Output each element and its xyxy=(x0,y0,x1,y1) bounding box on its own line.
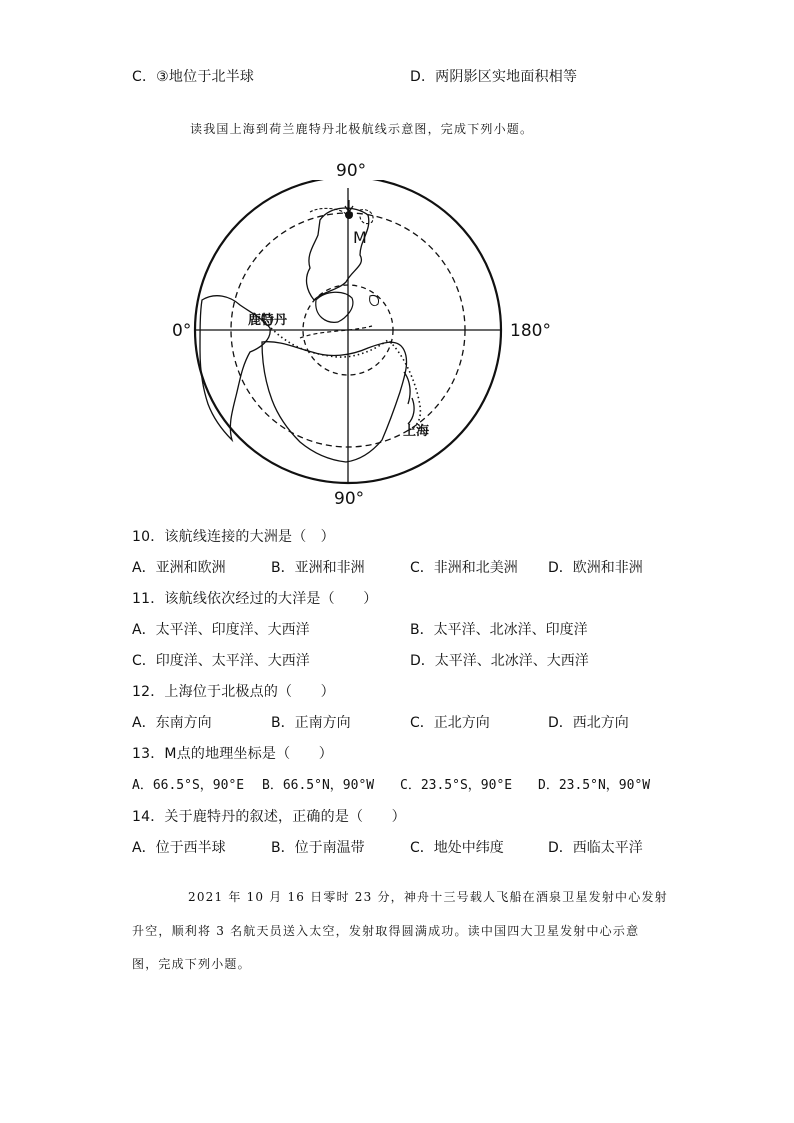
eurasia-land xyxy=(262,342,407,462)
greenland-land xyxy=(316,292,353,322)
q14-option-c: C．地处中纬度 xyxy=(410,840,504,856)
launch-paragraph-line-1: 2021 年 10 月 16 日零时 23 分，神舟十三号载人飞船在酒泉卫星发射中心发射 xyxy=(188,890,668,904)
label-180: 180° xyxy=(510,321,551,341)
launch-paragraph-line-2: 升空，顺利将 3 名航天员送入太空，发射取得圆满成功。读中国四大卫星发射中心示意 xyxy=(132,924,640,938)
rotterdam-label: 鹿特丹 xyxy=(248,313,288,328)
q13-option-c: C．23.5°S，90°E xyxy=(400,778,513,793)
point-m-arrow xyxy=(345,200,353,212)
q10-option-a: A．亚洲和欧洲 xyxy=(132,560,226,576)
route-dashed-segment xyxy=(300,326,372,338)
launch-paragraph-line-3: 图，完成下列小题。 xyxy=(132,957,251,971)
question-11-stem: 11．该航线依次经过的大洋是（ ） xyxy=(132,591,378,607)
q14-option-b: B．位于南温带 xyxy=(271,840,365,856)
q11-option-b: B．太平洋、北冰洋、印度洋 xyxy=(410,622,588,638)
island-small-2 xyxy=(370,295,379,305)
q11-option-d: D．太平洋、北冰洋、大西洋 xyxy=(410,653,589,669)
q12-option-a: A．东南方向 xyxy=(132,715,212,731)
polar-route-map xyxy=(190,180,510,490)
q10-option-b: B．亚洲和非洲 xyxy=(271,560,365,576)
option-c-prev: C．③地位于北半球 xyxy=(132,69,255,85)
q11-option-a: A．太平洋、印度洋、大西洋 xyxy=(132,622,310,638)
label-0: 0° xyxy=(172,321,192,341)
question-12-stem: 12．上海位于北极点的（ ） xyxy=(132,684,335,700)
q10-option-d: D．欧洲和非洲 xyxy=(548,560,643,576)
q13-option-d: D．23.5°N，90°W xyxy=(538,778,651,793)
q13-option-b: B．66.5°N，90°W xyxy=(262,778,375,793)
label-90-bottom: 90° xyxy=(334,489,365,509)
q12-option-d: D．西北方向 xyxy=(548,715,629,731)
option-d-prev: D．两阴影区实地面积相等 xyxy=(410,69,578,85)
question-10-stem: 10．该航线连接的大洲是（ ） xyxy=(132,529,335,545)
shanghai-label: 上海 xyxy=(403,424,430,439)
question-13-stem: 13．M点的地理坐标是（ ） xyxy=(132,746,333,762)
map-intro: 读我国上海到荷兰鹿特丹北极航线示意图，完成下列小题。 xyxy=(190,122,534,136)
question-14-stem: 14．关于鹿特丹的叙述，正确的是（ ） xyxy=(132,809,406,825)
point-m-label: M xyxy=(353,228,367,247)
q10-option-c: C．非洲和北美洲 xyxy=(410,560,518,576)
label-90-top: 90° xyxy=(336,161,367,181)
q13-option-a: A．66.5°S，90°E xyxy=(132,778,245,793)
q12-option-b: B．正南方向 xyxy=(271,715,351,731)
q12-option-c: C．正北方向 xyxy=(410,715,490,731)
arctic-route xyxy=(262,318,420,430)
q14-option-a: A．位于西半球 xyxy=(132,840,226,856)
q11-option-c: C．印度洋、太平洋、大西洋 xyxy=(132,653,310,669)
q14-option-d: D．西临太平洋 xyxy=(548,840,643,856)
